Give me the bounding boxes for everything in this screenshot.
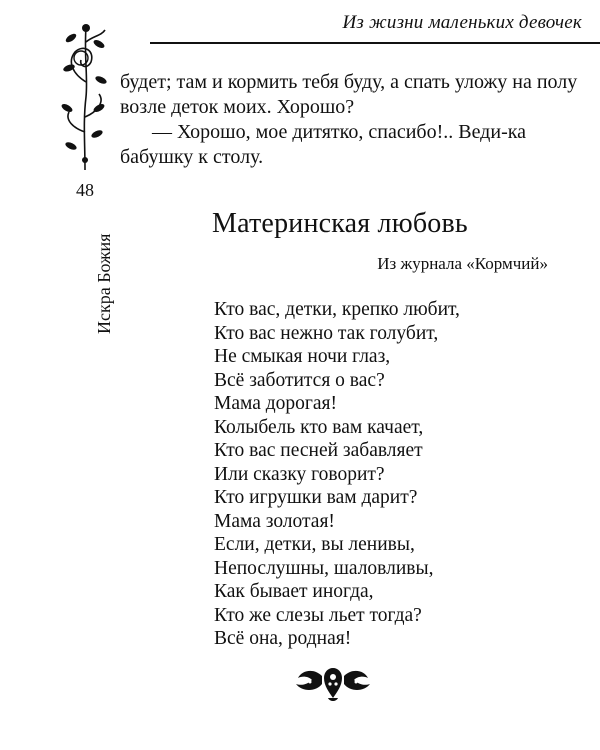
poem-line: Мама золотая! xyxy=(214,510,335,532)
poem-line: Кто вас нежно так голубит, xyxy=(214,322,439,344)
poem-line: Кто вас песней забавляет xyxy=(214,440,423,461)
intro-text xyxy=(120,70,580,170)
poem-line: Кто игрушки вам дарит? xyxy=(214,487,418,508)
poem-title: Материнская любовь xyxy=(212,208,468,239)
poem-line: Всё заботится о вас? xyxy=(214,369,385,391)
poem-line: Кто же слезы льет тогда? xyxy=(214,604,422,626)
poem-line: Всё она, родная! xyxy=(214,628,352,649)
poem-line: Или сказку говорит? xyxy=(214,463,385,485)
poem-line: Не смыкая ночи глаз, xyxy=(214,346,391,367)
poem-source: Из журнала «Кормчий» xyxy=(377,254,548,273)
page-number: 48 xyxy=(76,180,94,200)
poem-line: Как бывает иногда, xyxy=(214,581,374,602)
poem-line: Колыбель кто вам качает, xyxy=(214,416,424,438)
floral-vine-ornament-icon xyxy=(55,22,115,172)
poem-line: Если, детки, вы ленивы, xyxy=(214,534,415,555)
poem-line: Кто вас, детки, крепко любит, xyxy=(214,299,460,320)
intro-dialogue-paragraph: — Хорошо, мое дитятко, спасибо!.. Веди-ка бабушку к столу. xyxy=(120,121,527,168)
floral-tailpiece-ornament-icon xyxy=(292,662,374,704)
running-header-title: Из жизни маленьких девочек xyxy=(342,12,582,33)
poem-lines xyxy=(214,298,460,651)
poem-line: Непослушны, шаловливы, xyxy=(214,557,434,579)
header-rule xyxy=(150,42,600,44)
poem-line: Мама дорогая! xyxy=(214,393,338,414)
side-running-title: Искра Божия xyxy=(94,233,114,334)
intro-paragraph: будет; там и кормить тебя буду, а спать уложу на полу возле деток моих. Хорошо? xyxy=(120,71,578,118)
